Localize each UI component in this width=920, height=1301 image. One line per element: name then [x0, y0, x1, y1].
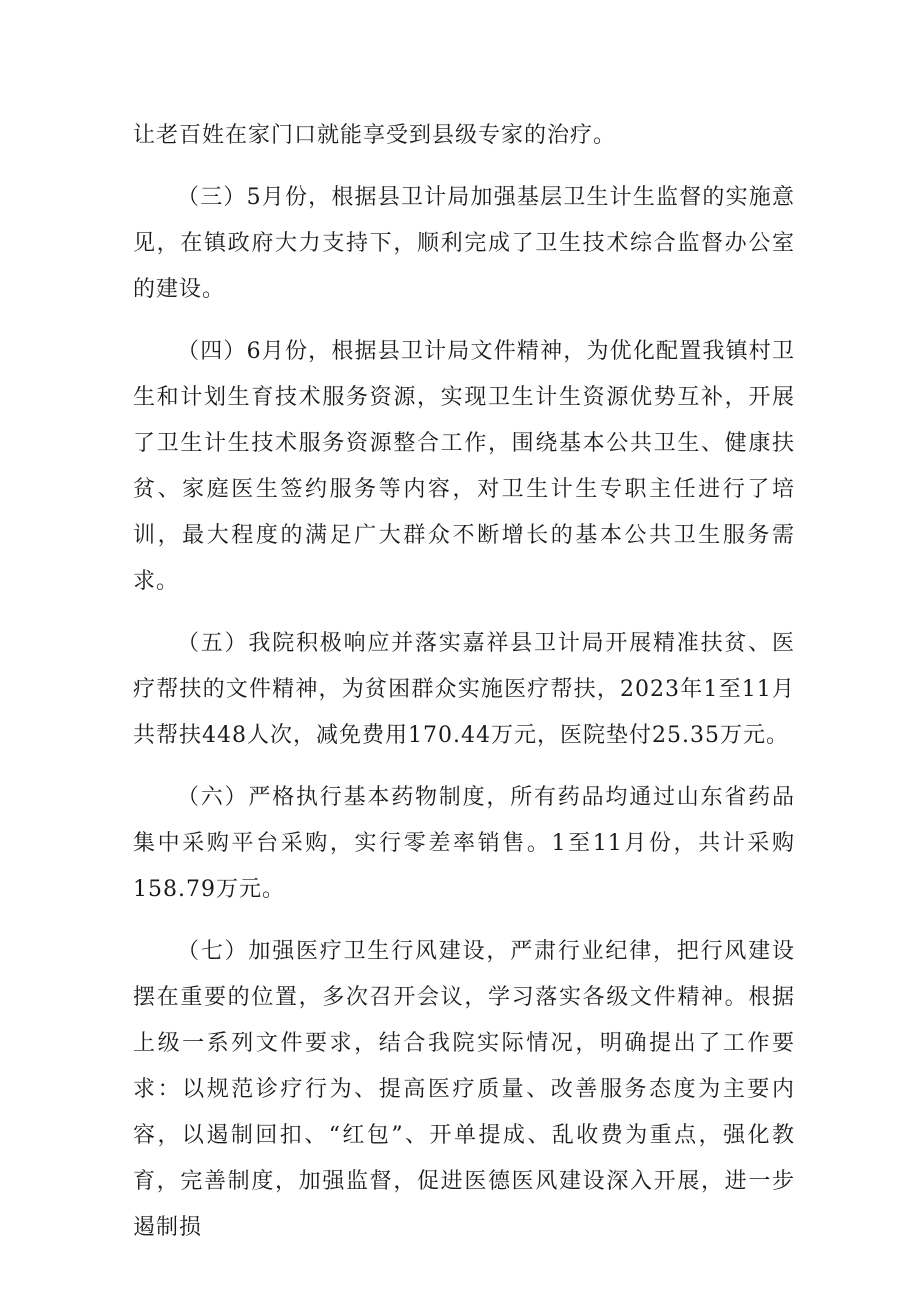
paragraph-section-5: （五）我院积极响应并落实嘉祥县卫计局开展精准扶贫、医疗帮扶的文件精神，为贫困群众实施医疗帮扶，2023年1至11月共帮扶448人次，减免费用170.44万元，医院垫付25.35万元。: [133, 631, 795, 748]
paragraph-section-6: （六）严格执行基本药物制度，所有药品均通过山东省药品集中采购平台采购，实行零差率销售。1至11月份，共计采购158.79万元。: [133, 785, 795, 902]
paragraph-section-7: （七）加强医疗卫生行风建设，严肃行业纪律，把行风建设摆在重要的位置，多次召开会议，学习落实各级文件精神。根据上级一系列文件要求，结合我院实际情况，明确提出了工作要求：以规范诊疗行为、提高医疗质量、改善服务态度为主要内容，以遏制回扣、“红包”、开单提成、乱收费为重点，强化教育，完善制度，加强监督，促进医德医风建设深入开展，进一步遏制损: [133, 939, 795, 1240]
document-body: [133, 113, 795, 1267]
paragraph-section-3: （三）5月份，根据县卫计局加强基层卫生计生监督的实施意见，在镇政府大力支持下，顺利完成了卫生技术综合监督办公室的建设。: [133, 185, 795, 302]
paragraph-section-4: （四）6月份，根据县卫计局文件精神，为优化配置我镇村卫生和计划生育技术服务资源，实现卫生计生资源优势互补，开展了卫生计生技术服务资源整合工作，围绕基本公共卫生、健康扶贫、家庭医生签约服务等内容，对卫生计生专职主任进行了培训，最大程度的满足广大群众不断增长的基本公共卫生服务需求。: [133, 339, 795, 594]
paragraph-continuation: 让老百姓在家门口就能享受到县级专家的治疗。: [133, 123, 617, 148]
